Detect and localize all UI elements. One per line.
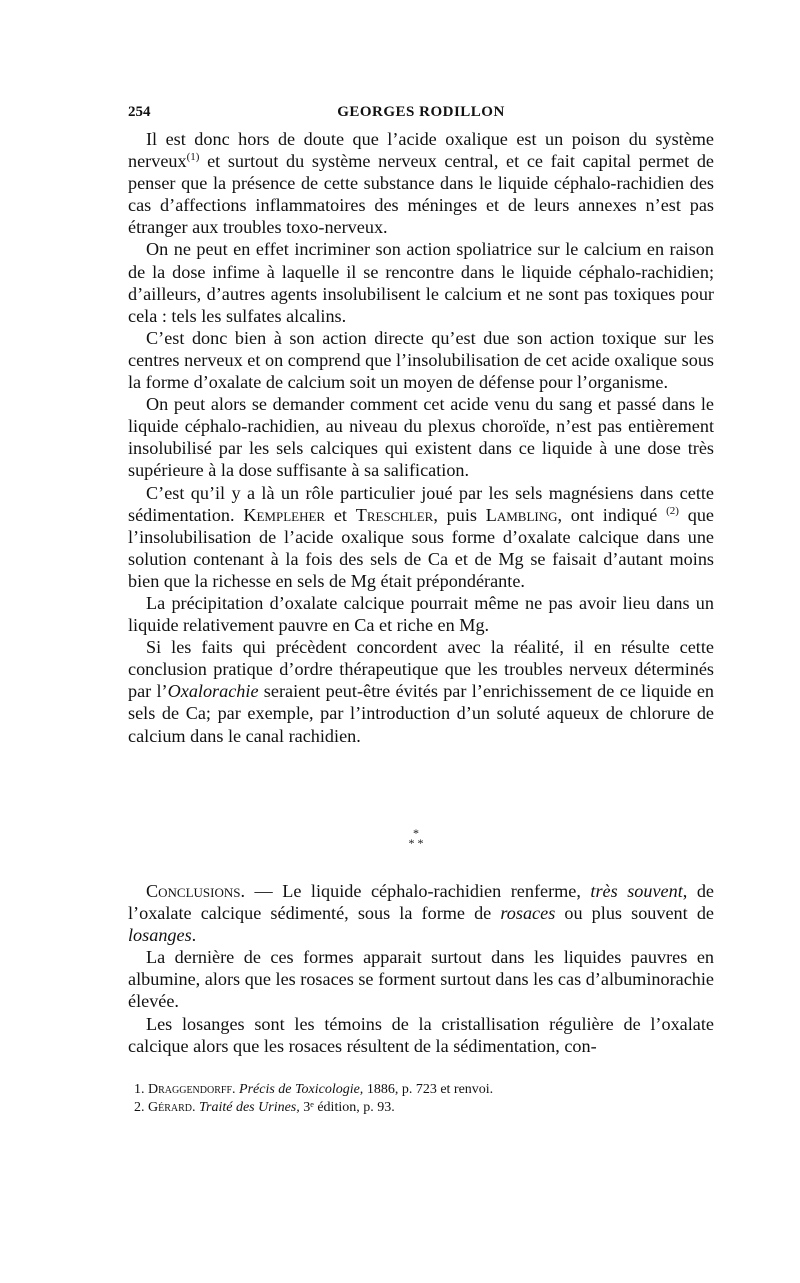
paragraph-4: On peut alors se demander comment cet acide venu du sang et passé dans le liquide céphalo-rachidien, au niveau du plexus choroïde, n’est pas entièrement insolubilisé par les sels calciques qui existent dans ce liquide à une dose très supérieure à la dose suffisante à sa salification. <box>128 394 714 481</box>
conclusion-2: La dernière de ces formes apparait surtout dans les liquides pauvres en albumine, alors que les rosaces se forment surtout dans les cas d’albuminorachie élevée. <box>128 947 714 1012</box>
paragraph-5 <box>128 482 714 592</box>
paragraph-text: , ont indiqué <box>557 504 667 525</box>
footnote-title: Précis de Toxicologie, <box>239 1082 364 1097</box>
footnote-1: 1. Draggendorff. Précis de Toxicologie, 1886, p. 723 et renvoi. <box>134 1082 494 1097</box>
paragraph-6: La précipitation d’oxalate calcique pourrait même ne pas avoir lieu dans un liquide relativement pauvre en Ca et riche en Mg. <box>128 592 714 636</box>
paragraph-text: et <box>325 504 356 525</box>
footnote-author: Draggendorff <box>148 1082 233 1097</box>
italic-term: losanges <box>128 925 192 946</box>
asterism-top: * <box>413 826 419 840</box>
section-label: Conclusions. <box>146 881 246 901</box>
author-name: Lambling <box>485 504 558 525</box>
italic-term: rosaces <box>500 903 556 924</box>
author-name: Treschler <box>355 504 434 525</box>
paragraph-text: que l’insolubilisation de l’acide oxalique sous forme d’oxalate calcique dans une solution contenant à la fois des sels de Ca et de Mg se faisait d’autant moins bien que la richesse en sels de Mg était prépondérante. <box>128 504 714 591</box>
paragraph-text: . <box>191 925 197 946</box>
paragraph-2: On ne peut en effet incriminer son action spoliatrice sur le calcium en raison de la dose infime à laquelle il se rencontre dans le liquide céphalo-rachidien; d’ailleurs, d’autres agents insolubilisent le calcium et ne sont pas toxiques pour cela : tels les sulfates alcalins. <box>128 239 714 326</box>
conclusions-section <box>128 880 714 1057</box>
paragraph-text: Il est donc hors de doute que l’acide oxalique est un poison du système nerveux <box>128 129 714 172</box>
paragraph-text: , de l’oxalate calcique sédimenté, sous la forme de <box>128 881 715 924</box>
paragraph-text: et surtout du système nerveux central, et ce fait capital permet de penser que la présence de cette substance dans le liquide céphalo-rachidien des cas d’affections inflammatoires des méninges et de leurs annexes n’est pas étranger aux troubles toxo-nerveux. <box>128 151 714 238</box>
footnote-text: 3ᵉ édition, p. 93. <box>299 1100 395 1115</box>
author-name: Kempleher <box>243 504 326 525</box>
asterism-bottom: * * <box>408 836 424 850</box>
paragraph-text: — Le liquide céphalo-rachidien renferme, <box>245 881 591 901</box>
footnote-number: 2. <box>134 1100 148 1115</box>
italic-term: Oxalorachie <box>167 681 259 702</box>
paragraph-text: , puis <box>433 504 486 525</box>
paragraph-3: C’est donc bien à son action directe qu’est due son action toxique sur les centres nerveux et on comprend que l’insolubilisation de cet acide oxalique sous la forme d’oxalate de calcium soit un moyen de défense pour l’organisme. <box>128 327 714 393</box>
conclusion-3: Les losanges sont les témoins de la cristallisation régulière de l’oxalate calcique alors que les rosaces résultent de la sédimentation, con- <box>128 1013 714 1056</box>
page-header <box>128 104 714 128</box>
paragraph-7 <box>128 636 714 746</box>
section-separator <box>396 828 436 858</box>
footnote-ref-1: (1) <box>186 151 200 164</box>
paragraph-text: C’est qu’il y a là un rôle particulier joué par les sels magnésiens dans cette sédimentation. <box>128 482 714 525</box>
footnote-number: 1. <box>134 1082 148 1097</box>
footnote-title: Traité des Urines, <box>199 1100 300 1115</box>
italic-term: très souvent <box>590 881 683 901</box>
paragraph-1 <box>128 128 714 238</box>
page-number: 254 <box>128 104 151 120</box>
footnote-text: 1886, p. 723 et renvoi. <box>363 1082 494 1097</box>
paragraph-text: seraient peut-être évités par l’enrichissement de ce liquide en sels de Ca; par exemple, par l’introduction d’un soluté aqueux de chlorure de calcium dans le canal rachidien. <box>128 681 714 746</box>
footnotes <box>128 1081 714 1117</box>
body-text <box>128 128 714 747</box>
running-head: GEORGES RODILLON <box>337 104 505 120</box>
paragraph-text: Si les faits qui précèdent concordent avec la réalité, il en résulte cette conclusion pratique d’ordre thérapeutique que les troubles nerveux déterminés par l’ <box>128 637 714 702</box>
footnote-ref-2: (2) <box>666 504 679 517</box>
paragraph-text: ou plus souvent de <box>555 903 714 924</box>
footnote-2: 2. Gérard. Traité des Urines, 3ᵉ édition, p. 93. <box>134 1100 395 1115</box>
conclusion-1 <box>128 880 714 946</box>
footnote-author: Gérard <box>148 1100 193 1115</box>
